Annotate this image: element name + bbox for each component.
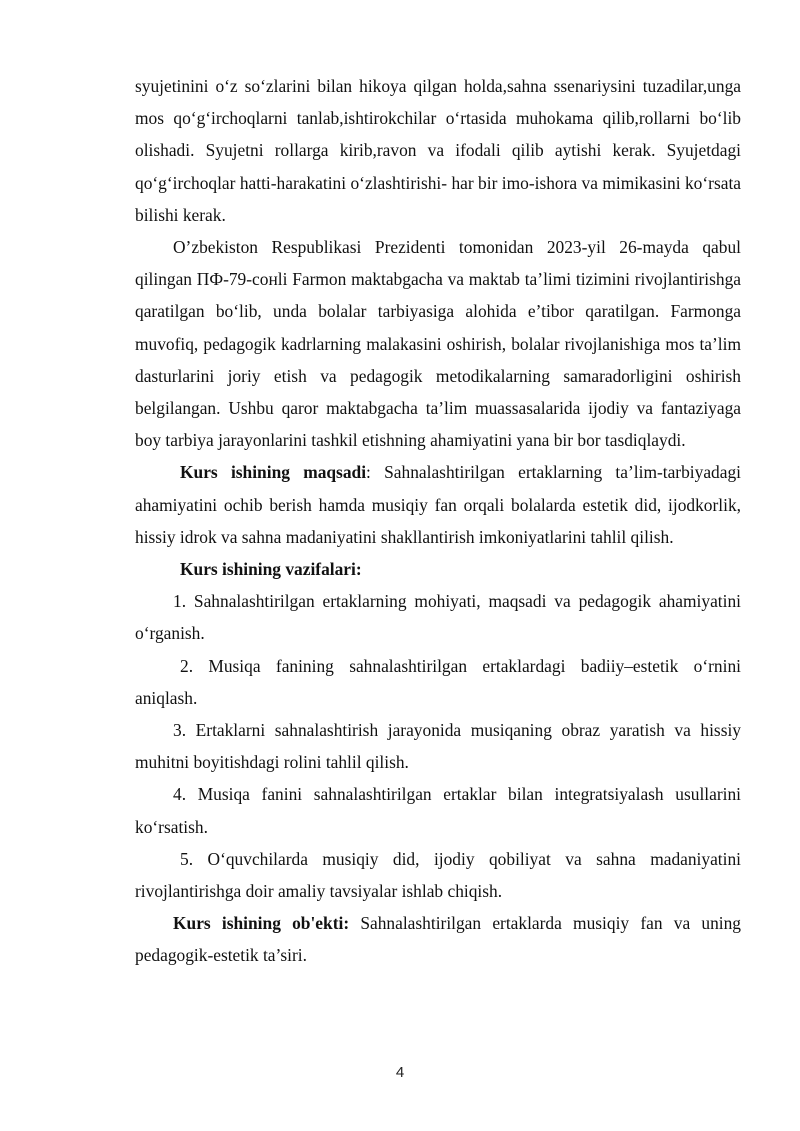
- course-object-text: Sahnalashtirilgan ertaklarda musiqiy fan va uning pedagogik-estetik ta’siri.: [135, 913, 742, 966]
- task-item-4: 4. Musiqa fanini sahnalashtirilgan ertaklar bilan integratsiyalash usullarini ko‘rsatish.: [135, 784, 741, 837]
- paragraph-story-staging: syujetinini o‘z so‘zlarini bilan hikoya qilgan holda,sahna ssenariysini tuzadilar,unga mos qo‘g‘irchoqlarni tanlab,ishtirokchilar o‘rtasida muhokama qilib,rollarni bo‘lib olishadi. Syujetni rollarga kirib,ravon va ifodali qilib aytishi kerak. Syujetdagi qo‘g‘irchoqlar hatti-harakatini o‘zlashtirishi- har bir imo-ishora va mimikasini ko‘rsata bilishi kerak.: [135, 76, 741, 225]
- course-goal-text: : Sahnalashtirilgan ertaklarning ta’lim-tarbiyadagi ahamiyatini ochib berish hamda musiqiy fan orqali bolalarda estetik did, ijodkorlik, hissiy idrok va sahna madaniyatini shakllantirish imkoniyatlarini tahlil qilish.: [135, 462, 741, 547]
- task-item-3: 3. Ertaklarni sahnalashtirish jarayonida musiqaning obraz yaratish va hissiy muhitni boyitishdagi rolini tahlil qilish.: [135, 720, 741, 773]
- course-tasks-heading: Kurs ishining vazifalari:: [180, 559, 362, 580]
- course-object-label: Kurs ishining ob'ekti:: [173, 913, 350, 934]
- page-number: 4: [395, 1064, 405, 1081]
- task-item-5: 5. O‘quvchilarda musiqiy did, ijodiy qobiliyat va sahna madaniyatini rivojlantirishga doir amaliy tavsiyalar ishlab chiqish.: [135, 848, 741, 902]
- task-item-2: 2. Musiqa fanining sahnalashtirilgan ertaklardagi badiiy–estetik o‘rnini aniqlash.: [135, 655, 741, 708]
- paragraph-course-object: [135, 907, 741, 971]
- paragraph-course-goal: [135, 456, 741, 553]
- task-item-1: 1. Sahnalashtirilgan ertaklarning mohiyati, maqsadi va pedagogik ahamiyatini o‘rganish.: [135, 591, 741, 644]
- course-goal-label: Kurs ishining maqsadi: [180, 462, 367, 483]
- paragraph-presidential-decree: O’zbekiston Respublikasi Prezidenti tomonidan 2023-yil 26-mayda qabul qilingan ПФ-79-сонli Farmon maktabgacha va maktab ta’limi tizimini rivojlantirishga qaratilgan bo‘lib, unda bolalar tarbiyasiga alohida e’tibor qaratilgan. Farmonga muvofiq, pedagogik kadrlarning malakasini oshirish, bolalar rivojlanishiga mos ta’lim dasturlarini joriy etish va pedagogik metodikalarning samaradorligini oshirish belgilangan. Ushbu qaror maktabgacha ta’lim muassasalarida ijodiy va fantaziyaga boy tarbiya jarayonlarini tashkil etishning ahamiyatini yana bir bor tasdiqlaydi.: [135, 237, 741, 451]
- document-page: [135, 70, 741, 972]
